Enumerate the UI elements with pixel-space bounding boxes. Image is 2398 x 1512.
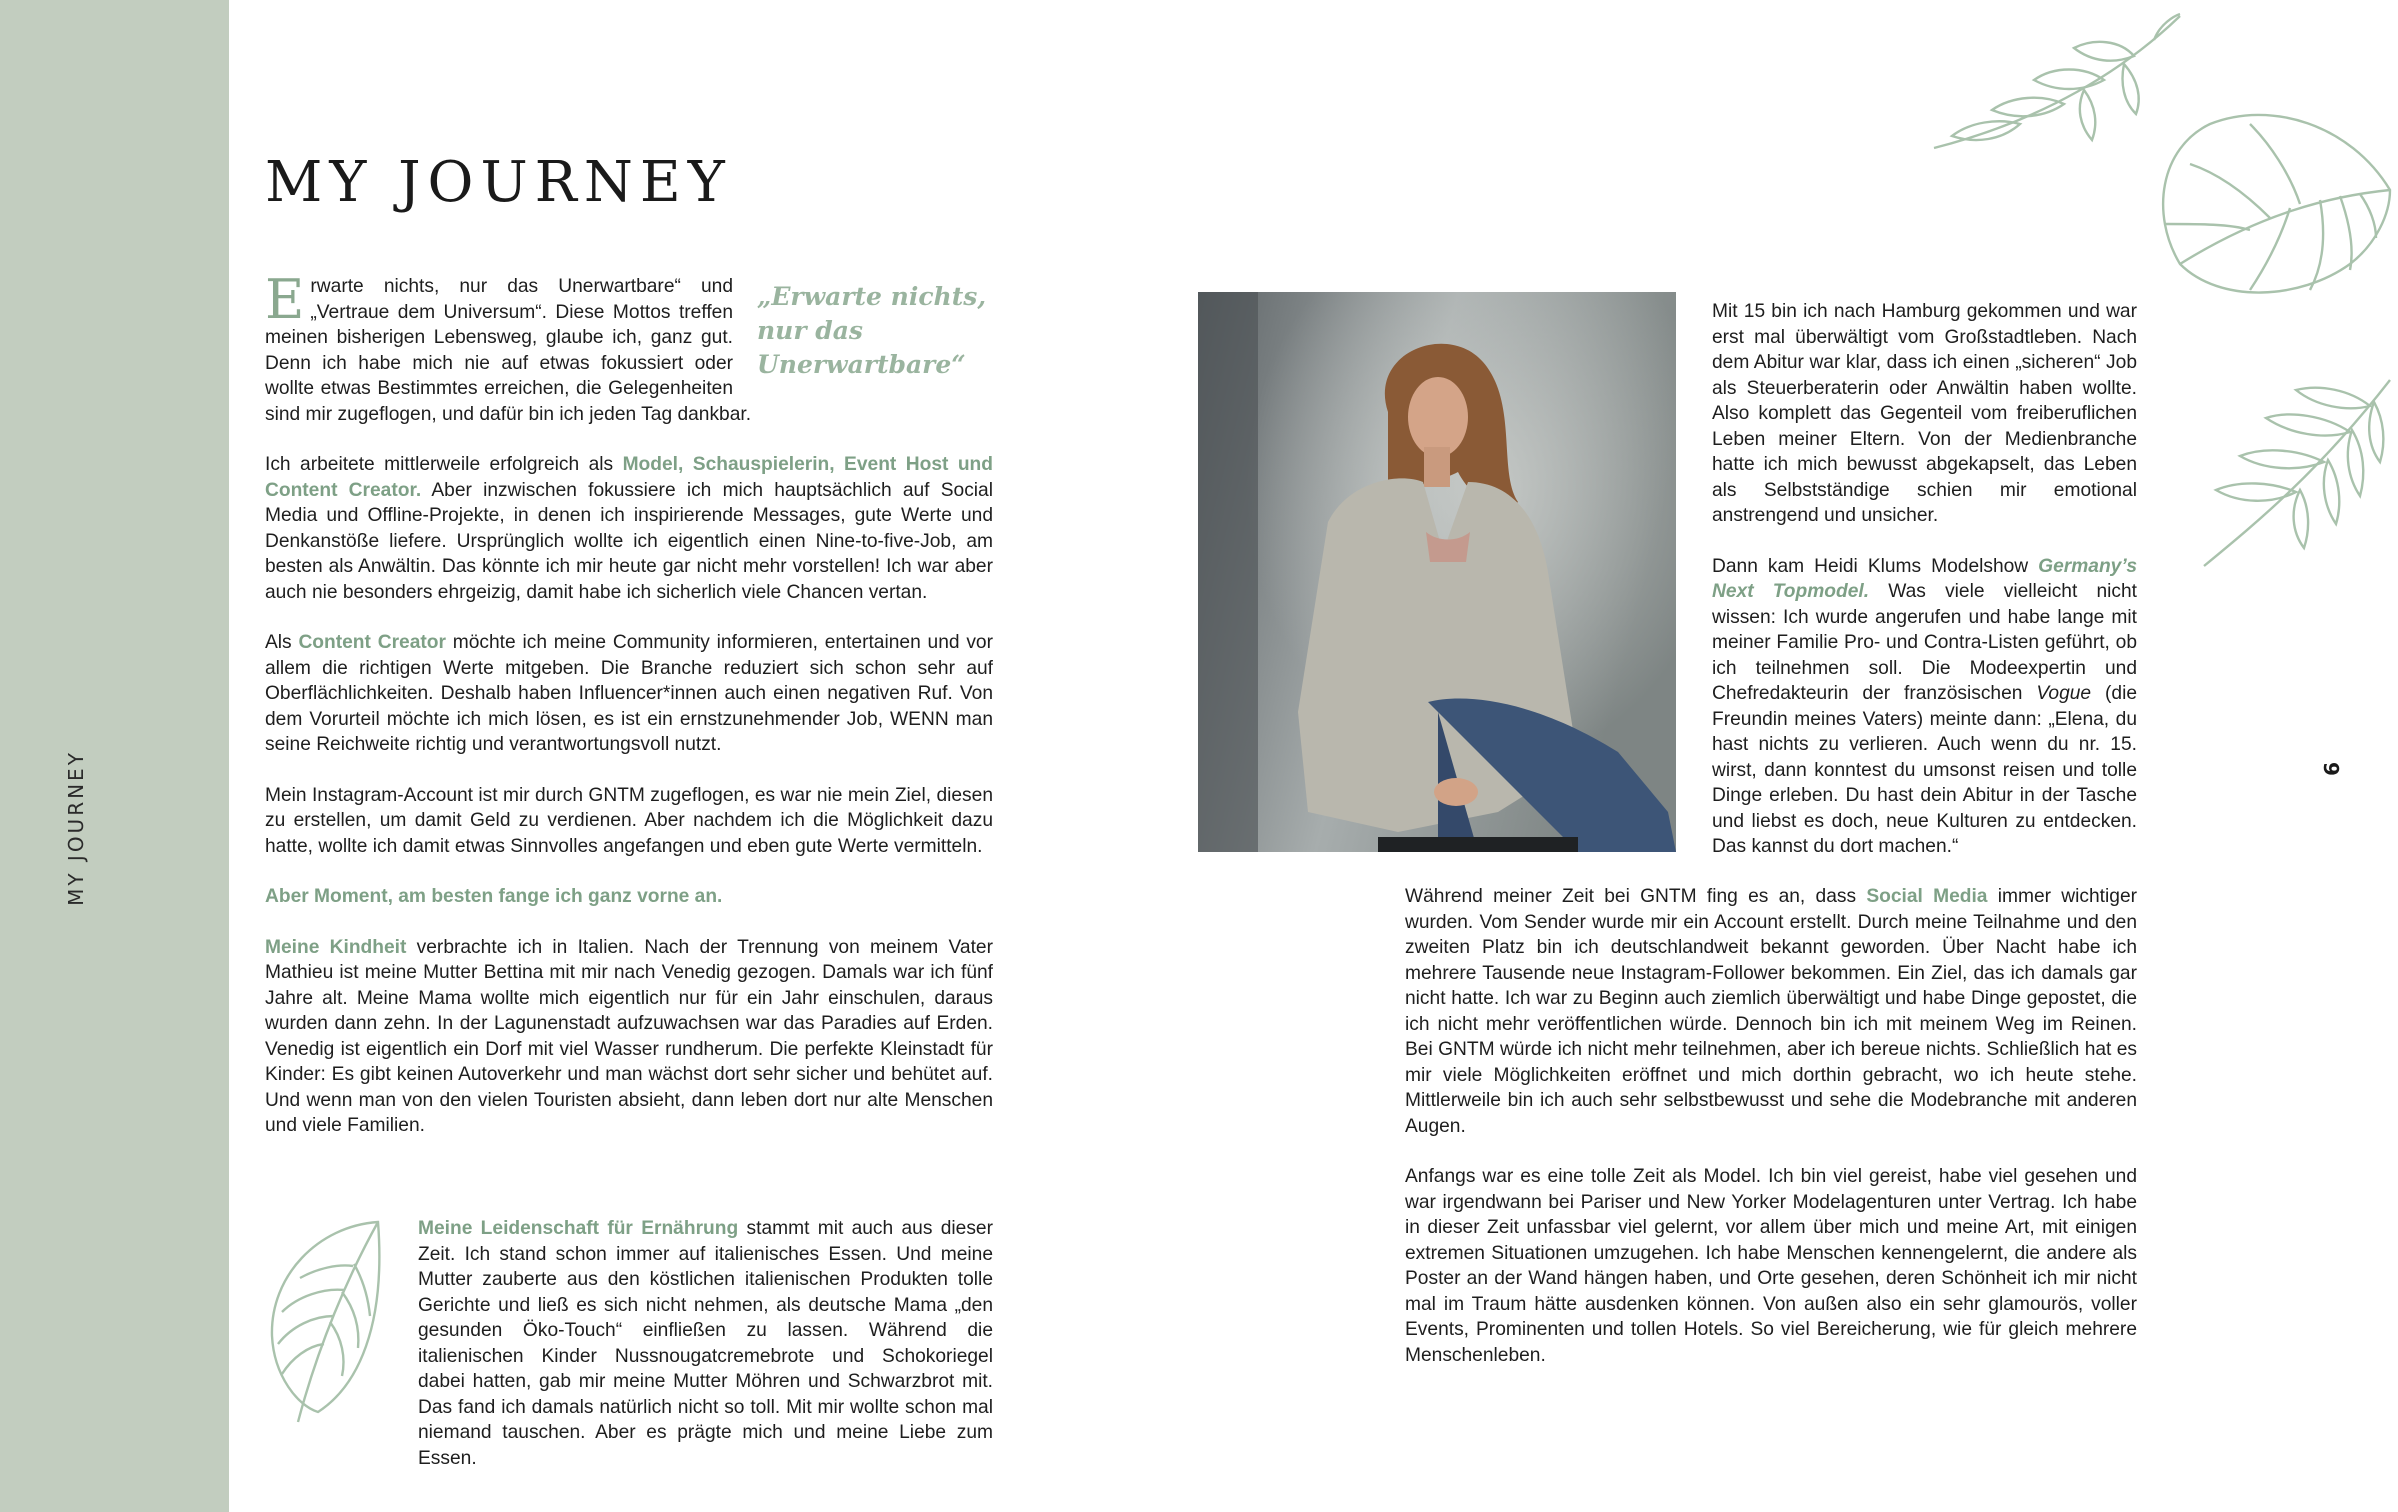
- paragraph-social-media: [1405, 884, 2137, 1139]
- subheading-start: Aber Moment, am besten fange ich ganz vorne an.: [265, 886, 723, 907]
- intro-paragraph: [265, 268, 993, 427]
- text: stammt mit auch aus dieser Zeit. Ich stand schon immer auf italienisches Essen. Und meine Mutter zauberte aus den köstlichen italienischen Produkten tolle Gerichte und ließ es sich nicht nehmen, als deutsche Mama „den gesunden Öko-Touch“ einfließen zu lassen. Während die italienischen Kinder Nussnougatcremebrote und Schokoriegel dabei hatten, gab mir meine Mutter Möhren und Schwarzbrot mit. Das fand ich damals natürlich nicht so toll. Mit mir wollte schon mal niemand tauschen. Aber es prägte mich und meine Liebe zum Essen.: [418, 1218, 993, 1469]
- text: verbrachte ich in Italien. Nach der Trennung von meinem Vater Mathieu ist meine Mutter Bettina mit mir nach Venedig gezogen. Damals war ich fünf Jahre alt. Meine Mama wollte mich eigentlich nur für ein Jahr einschulen, daraus wurden dann zehn. In der Lagunenstadt aufzuwachsen war das Paradies auf Erden. Venedig ist eigentlich ein Dorf mit viel Wasser rundherum. Die perfekte Kleinstadt für Kinder: Es gibt keinen Autoverkehr und man wächst dort sehr sicher und behütet auf. Und wenn man von den vielen Touristen absieht, dann leben dort nur alte Menschen und viele Familien.: [265, 936, 993, 1136]
- monstera-leaf-icon: [2150, 104, 2396, 300]
- highlight-social-media: Social Media: [1866, 886, 1988, 907]
- highlight-roles: Model, Schauspielerin, Event Host und Content Creator.: [265, 454, 993, 501]
- text: immer wichtiger wurden. Vom Sender wurde mir ein Account erstellt. Durch meine Teilnahme und den zweiten Platz bin ich deutschlandweit bekannt geworden. Über Nacht habe ich mehrere Tausende neue Instagram-Follower bekommen. Ein Ziel, das ich damals gar nicht hatte. Ich war zu Beginn auch ziemlich überwältigt und habe Dinge gepostet, die ich nicht mehr veröffentlichen würde. Dennoch bin ich mit meinem Weg im Reinen. Bei GNTM würde ich nicht mehr teilnehmen, aber ich bereue nichts. Schließlich hat es mir viele Möglichkeiten eröffnet und mich dorthin gebracht, wo ich heute stehe. Mittlerweile bin ich auch sehr selbstbewusst und sehe die Modebranche mit anderen Augen.: [1405, 886, 2138, 1137]
- text: Ich arbeitete mittlerweile erfolgreich als: [265, 454, 623, 475]
- intro-text: rwarte nichts, nur das Unerwartbare“ und „Vertraue dem Universum“. Diese Mottos treffen meinen bisherigen Lebensweg, glaube ich, ganz gut. Denn ich habe mich nie auf etwas fokussiert oder wollte etwas Bestimmtes erreichen, die Gelegenheiten sind mir zugeflogen, und dafür bin ich jeden Tag dankbar.: [265, 276, 752, 425]
- highlight-content-creator: Content Creator: [298, 632, 446, 653]
- text: Während meiner Zeit bei GNTM fing es an, dass: [1405, 886, 1867, 907]
- fern-leaf-icon: [2200, 370, 2396, 570]
- paragraph-instagram: Mein Instagram-Account ist mir durch GNTM zugeflogen, es war nie mein Ziel, diesen zu erstellen, um damit Geld zu verdienen. Aber nachdem ich die Möglichkeit dazu hatte, wollte ich damit etwas Sinnvolles angefangen und eben gute Werte vermitteln.: [265, 784, 993, 857]
- paragraph-nutrition: [418, 1216, 993, 1496]
- text: möchte ich meine Community informieren, entertainen und vor allem die richtigen Werte mitgeben. Die Branche reduziert sich schon sehr auf Oberflächlichkeiten. Deshalb haben Influencer*innen auch einen negativen Ruf. Von dem Vorurteil möchte ich mich lösen, es ist ein ernstzunehmender Job, WENN man seine Reichweite richtig und verantwortungsvoll nutzt.: [265, 632, 993, 755]
- right-column-bottom: [1405, 884, 2137, 1393]
- page-number: 9: [2318, 762, 2343, 776]
- drop-cap: E: [265, 268, 305, 331]
- right-column-top: [1712, 299, 2137, 885]
- paragraph-hamburg: Mit 15 bin ich nach Hamburg gekommen und war erst mal überwältigt vom Großstadtleben. Nach dem Abitur war klar, dass ich einen „sicheren“ Job als Steuerberaterin oder Anwältin haben wollte. Also komplett das Gegenteil vom freiberuflichen Leben meiner Eltern. Von der Medienbranche hatte ich mich bewusst abgekapselt, das Leben als Selbstständige schien mir emotional anstrengend und unsicher.: [1712, 301, 2137, 526]
- paragraph-career: [265, 452, 993, 605]
- highlight-gntm: Germany’s Next Topmodel.: [1712, 555, 2137, 602]
- vogue-italic: Vogue: [2036, 683, 2092, 704]
- left-column: [265, 268, 993, 1164]
- highlight-childhood: Meine Kindheit: [265, 936, 407, 958]
- paragraph-childhood: [265, 935, 993, 1139]
- nutrition-text: [418, 1216, 993, 1471]
- paragraph-model-time: Anfangs war es eine tolle Zeit als Model. Ich bin viel gereist, habe viel gesehen und war irgendwann bei Pariser und New Yorker Modelagenturen unter Vertrag. Ich habe in dieser Zeit unfassbar viel gelernt, vor allem über mich und meine Art, mit einigen extremen Situationen umzugehen. Ich habe Menschen kennengelernt, die andere als Poster an der Wand hängen haben, und Orte gesehen, deren Schönheit ich mir nicht mal im Traum hätte ausdenken können. Von außen also ein sehr glamourös, voller Events, Prominenten und tollen Hotels. So viel Bereicherung, wie für gleich mehrere Menschenleben.: [1405, 1166, 2137, 1366]
- pull-quote: „Erwarte nichts, nur das Unerwartbare“: [757, 282, 987, 379]
- paragraph-gntm: [1712, 554, 2137, 860]
- text: Dann kam Heidi Klums Modelshow: [1712, 555, 2039, 577]
- portrait-photo: [1198, 292, 1676, 852]
- leaf-branch-icon: [1924, 10, 2184, 160]
- text: (die Freundin meines Vaters) meinte dann: „Elena, du hast nichts zu verlieren. Auch wenn du nr. 15. wirst, dann konntest du umsonst reisen und tolle Dinge erleben. Du hast dein Abitur in der Tasche und liebst es doch, neue Kulturen zu entdecken. Das kannst du dort machen.“: [1712, 683, 2137, 857]
- highlight-nutrition: Meine Leidenschaft für Ernährung: [418, 1218, 739, 1239]
- page-title: MY JOURNEY: [265, 150, 732, 215]
- text: Aber inzwischen fokussiere ich mich hauptsächlich auf Social Media und Offline-Projekte, in denen ich inspirierende Messages, gute Werte und Denkanstöße liefere. Ursprünglich wollte ich eigentlich einen Nine-to-five-Job, am besten als Anwältin. Das könnte ich mir heute gar nicht mehr vorstellen! Ich war aber auch nie besonders ehrgeizig, damit habe ich sicherlich viele Chancen vertan.: [265, 479, 993, 603]
- sidebar-label: MY JOURNEY: [64, 750, 88, 906]
- single-leaf-icon: [258, 1216, 390, 1426]
- sidebar-band: [0, 0, 229, 1512]
- text: Was viele vielleicht nicht wissen: Ich wurde angerufen und habe lange mit meiner Familie Pro- und Contra-Listen geführt, ob ich teilnehmen soll. Die Modeexpertin und Chefredakteurin der französischen: [1712, 581, 2138, 704]
- paragraph-content-creator: [265, 630, 993, 758]
- text: Als: [265, 632, 299, 653]
